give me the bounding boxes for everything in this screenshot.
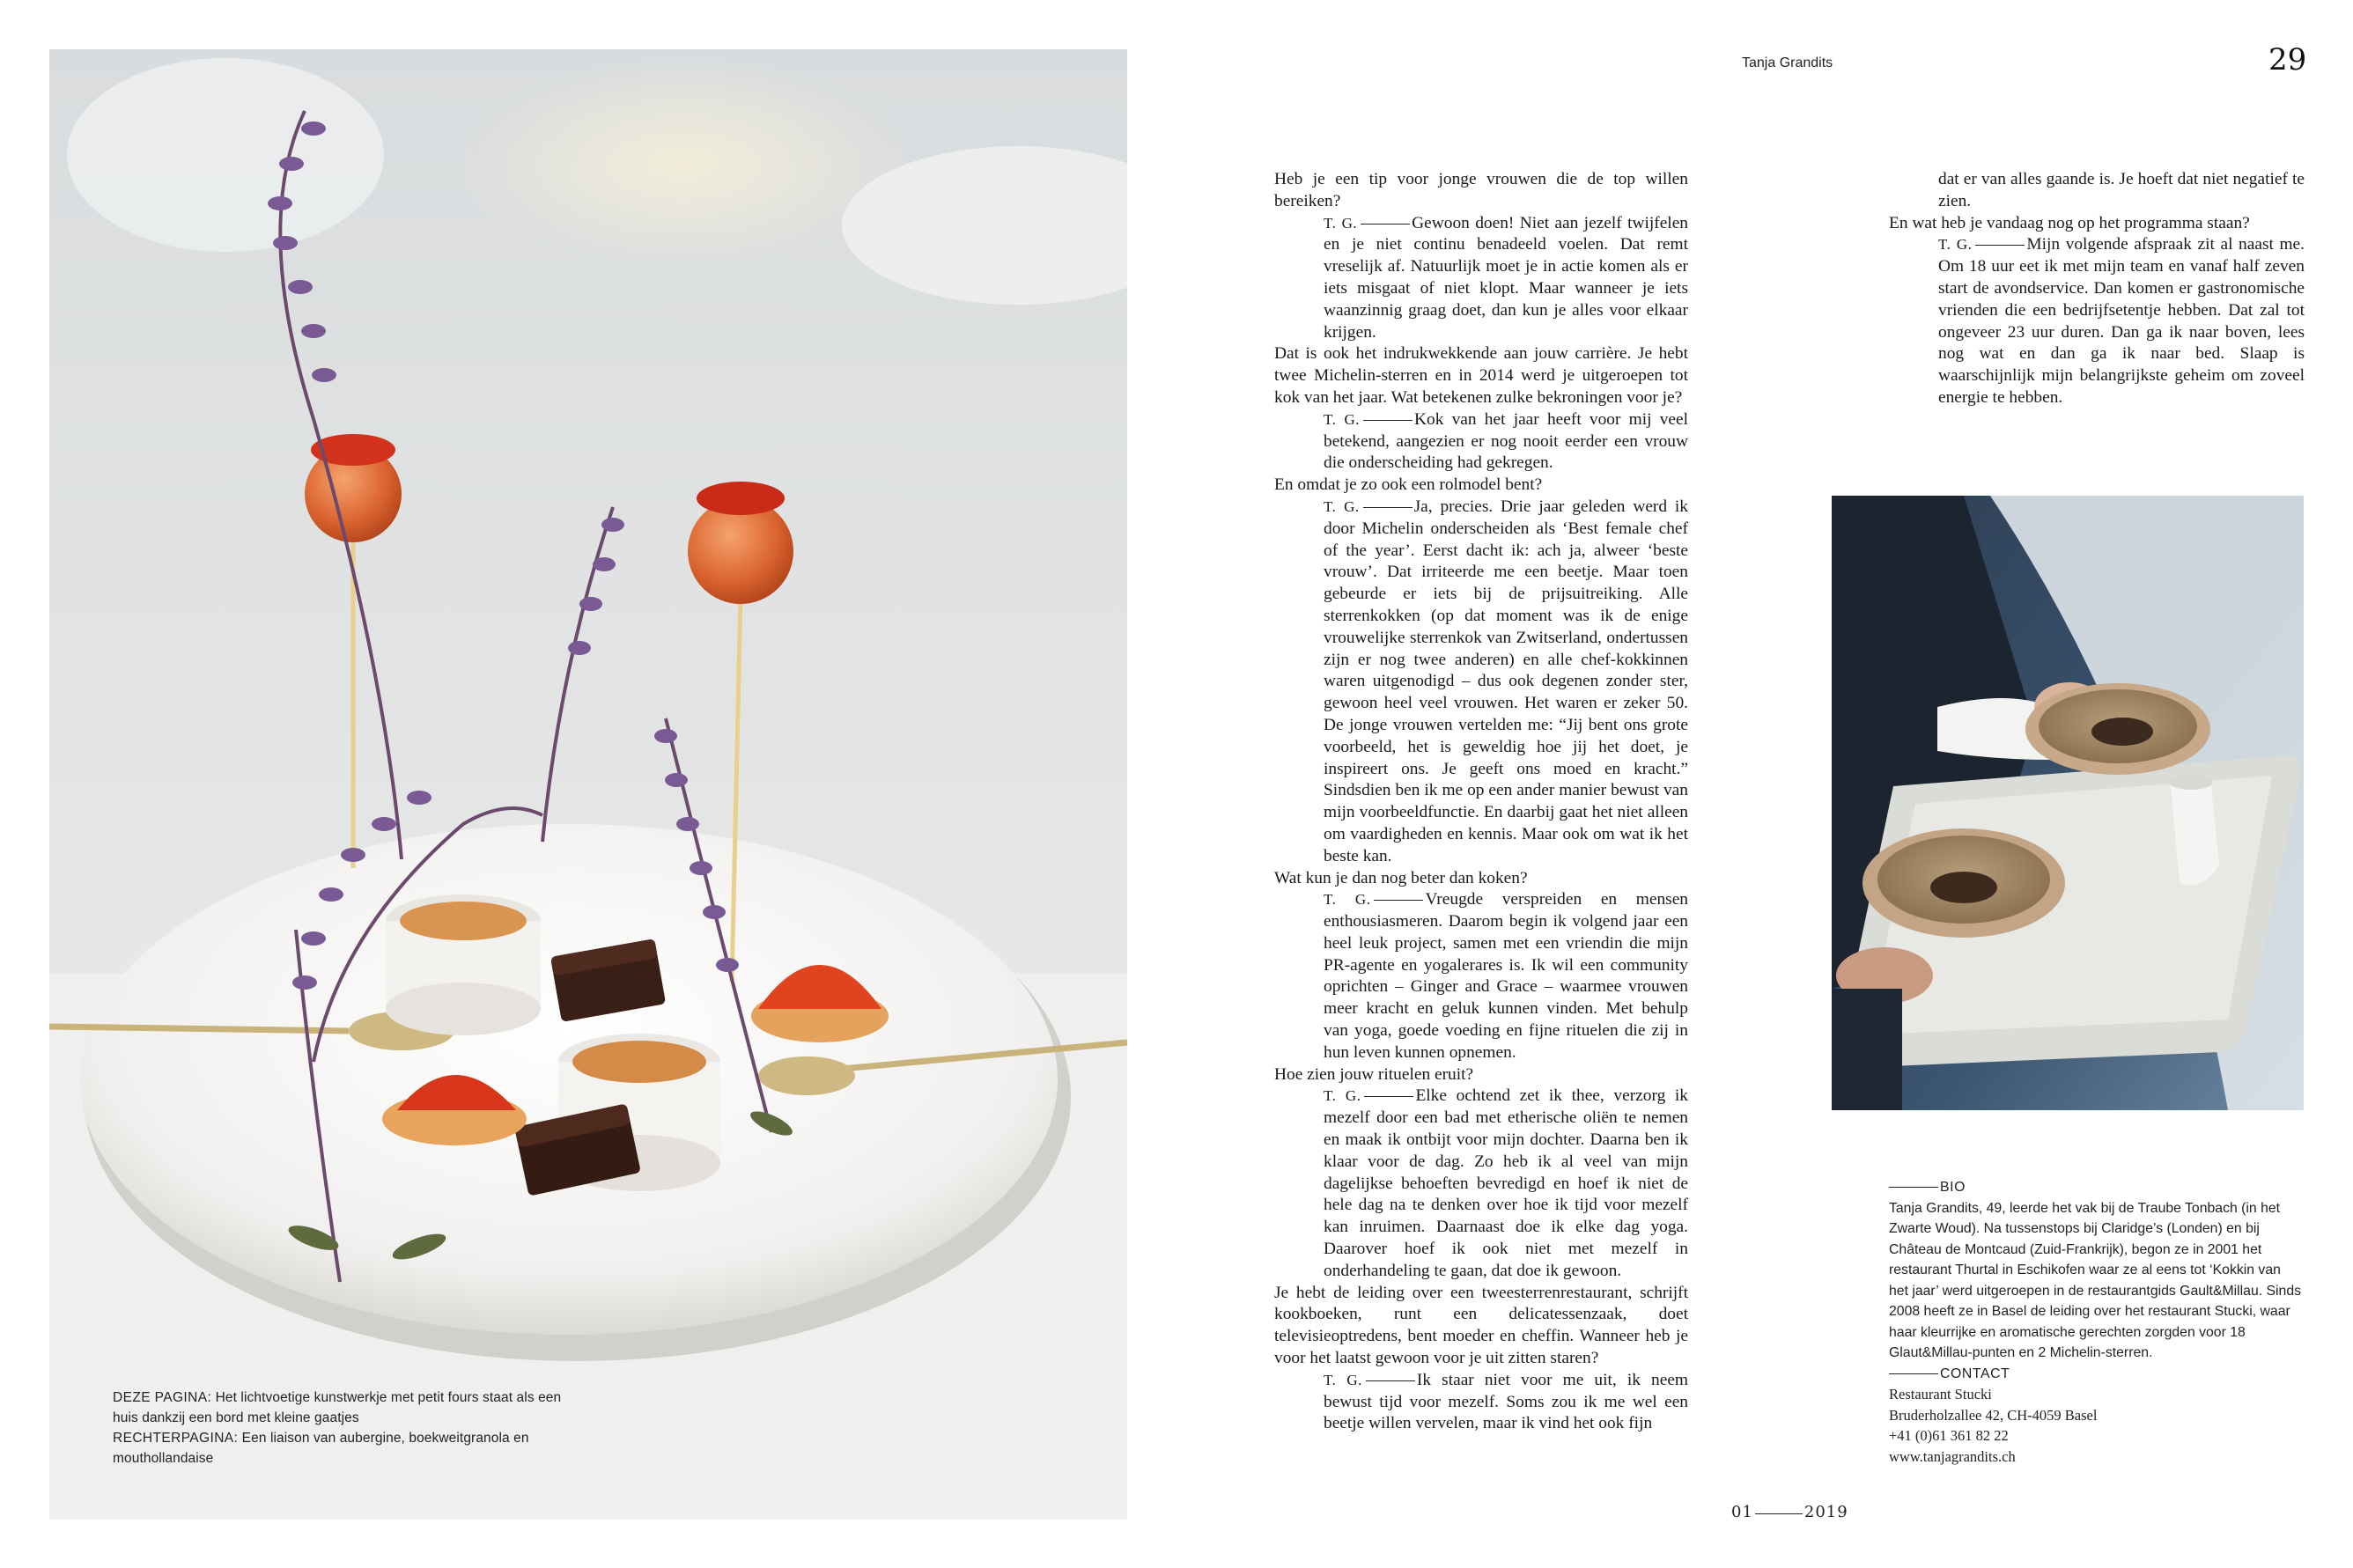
contact-name: Restaurant Stucki — [1889, 1386, 1992, 1402]
question: Dat is ook het indrukwekkende aan jouw carrière. Je hebt twee Michelin-sterren en in 2014 werd je uitgeroepen tot kok van het jaar. Wat betekenen zulke bekroningen voor je? — [1274, 344, 1688, 407]
answer-text: Elke ochtend zet ik thee, verzorg ik mezelf door een bad met etherische oliën te nemen en maak ik ontbijt voor mijn dochter. Daarna ben ik klaar voor de dag. Zo heb ik al veel van mijn dagelijkse behoeften bevredigd en hoef ik niet de hele dag na te denken over hoe ik tijd voor mezelf kan inruimen. Daarnaast doe ik elke dag yoga. Daarover hoef ik ook niet met mezelf in onderhandeling te gaan, dat doe ik gewoon. — [1324, 1086, 1688, 1280]
question: Heb je een tip voor jonge vrouwen die de top willen bereiken? — [1274, 170, 1688, 210]
caption-this-page-text: Het lichtvoetige kunstwerkje met petit fours staat als een huis dankzij een bord met kleine gaatjes — [113, 1390, 562, 1425]
contact-phone: +41 (0)61 361 82 22 — [1889, 1427, 2009, 1444]
rule-line — [1755, 1513, 1803, 1514]
answer-initials: T. G. — [1324, 497, 1360, 515]
bio-box — [1889, 1177, 2303, 1467]
page-number: 29 — [2268, 42, 2307, 77]
rule-line — [1361, 224, 1410, 225]
answer — [1324, 1370, 1688, 1435]
answer-text: Gewoon doen! Niet aan jezelf twijfelen en je niet continu benadeeld voelen. Dat remt vreselijk af. Natuurlijk moet je in actie komen als er iets misgaat of niet klopt. Maar wanneer je iets waanzinnig graag doet, dan kun je alles voor elkaar krijgen. — [1324, 213, 1688, 342]
right-photo — [1832, 496, 2304, 1110]
rule-line — [1374, 900, 1423, 901]
answer-initials: T. G. — [1324, 1371, 1362, 1388]
contact-address: Bruderholzallee 42, CH-4059 Basel — [1889, 1406, 2098, 1424]
rule-line — [1366, 1380, 1415, 1381]
rule-line — [1364, 1096, 1413, 1097]
bio-text: Tanja Grandits, 49, leerde het vak bij de Traube Tonbach (in het Zwarte Woud). Na tussenstops bij Claridge’s (Londen) en bij Château de Montcaud (Zuid-Frankrijk), begon ze in 2001 het restaurant Thurtal in Eschikofen waar ze al eens tot ‘Kokkin van het jaar’ werd uitgeroepen in de restaurantgids Gault&Millau. Sinds 2008 heeft ze in Basel de leiding over het restaurant Stucki, waar haar kleurrijke en aromatische gerechten zorgden voor 18 Glaut&Millau-punten en 2 Michelin-sterren. — [1889, 1200, 2302, 1360]
answer — [1938, 234, 2305, 409]
caption-this-page-label: DEZE PAGINA: — [113, 1390, 212, 1405]
petit-fours-plate-illustration — [49, 49, 1127, 1520]
question: Hoe zien jouw rituelen eruit? — [1274, 1064, 1474, 1084]
question: Wat kun je dan nog beter dan koken? — [1274, 868, 1528, 887]
bio-heading: BIO — [1940, 1180, 1966, 1195]
answer-text: Ik staar niet voor me uit, ik neem bewust tijd voor mezelf. Soms zou ik me wel een beetje willen vervelen, maar ik vind het ook fijn — [1324, 1370, 1689, 1433]
issue-number: 01 — [1731, 1503, 1753, 1521]
caption-right-page-label: RECHTERPAGINA: — [113, 1431, 239, 1446]
contact-heading-row — [1889, 1364, 2303, 1385]
answer — [1324, 889, 1688, 1064]
answer-text: Kok van het jaar heeft voor mij veel betekend, aangezien er nog nooit eerder een vrouw die onderscheiding had gekregen. — [1324, 409, 1688, 473]
caption-right-page-text: Een liaison van aubergine, boekweitgranola en mouthollandaise — [113, 1431, 529, 1466]
rule-line — [1363, 507, 1413, 508]
interview-column-1 — [1274, 169, 1688, 1435]
contact-website[interactable]: www.tanjagrandits.ch — [1889, 1447, 2016, 1465]
answer-initials: T. G. — [1938, 236, 1973, 254]
answer — [1324, 213, 1688, 344]
contact-heading: CONTACT — [1940, 1366, 2010, 1381]
running-head: Tanja Grandits — [1742, 55, 1833, 70]
rule-line — [1889, 1187, 1938, 1188]
rule-line — [1975, 245, 2025, 246]
answer — [1324, 1086, 1688, 1282]
issue-footer — [1731, 1503, 1848, 1521]
answer-initials: T. G. — [1324, 891, 1371, 909]
interview-column-2 — [1889, 169, 2305, 409]
answer-text: Mijn volgende afspraak zit al naast me. Om 18 uur eet ik met mijn team en vanaf half zeven start de avondservice. Dan komen er gastronomische vrienden die een bedrijfsetentje hebben. Dat zal tot ongeveer 23 uur duren. Dan ga ik naar boven, lees nog wat en dan ga ik naar bed. Slaap is waarschijnlijk mijn belangrijkste geheim om zoveel energie te hebben. — [1938, 235, 2305, 407]
answer — [1324, 497, 1688, 868]
answer-continuation: dat er van alles gaande is. Je hoeft dat niet negatief te zien. — [1938, 170, 2305, 210]
issue-year: 2019 — [1803, 1503, 1848, 1521]
answer — [1324, 409, 1688, 475]
question: Je hebt de leiding over een tweesterrenrestaurant, schrijft kookboeken, runt een delicatessenzaak, doet televisieoptredens, bent moeder en cheffin. Wanneer heb je voor het laatst gewoon voor je uit zitten staren? — [1274, 1283, 1688, 1368]
answer-text: Ja, precies. Drie jaar geleden werd ik door Michelin onderscheiden als ‘Best female chef of the year’. Eerst dacht ik: ach ja, alweer ‘beste vrouw’. Dat irriteerde me een beetje. Maar toen gebeurde er iets bij de prijsuitreiking. Alle sterrenkokken (op dat moment was ik de enige vrouwelijke sterrenkok van Zwitserland, ondertussen zijn er nog twee anderen) en alle chef-kokkinnen waren uitgenodigd – dus ook degenen zonder ster, gewoon heel veel vrouwen. Het waren er zeker 50. De jonge vrouwen vertelden me: “Jij bent ons grote voorbeeld, het is geweldig hoe jij het doet, je inspireert ons. Je geeft ons moed en kracht.” Sindsdien ben ik me op een ander manier bewust van mijn voorbeeldfunctie. En daarbij gaat het niet alleen om vaardigheden en kennis. Maar ook om wat ik het beste kan. — [1324, 497, 1688, 865]
aubergine-dish-tray-illustration — [1832, 496, 2304, 1110]
answer-text: Vreugde verspreiden en mensen enthousiasmeren. Daarom begin ik volgend jaar een heel leuk project, samen met een vriendin die mijn PR-agente en yogalerares is. Ik wil een community oprichten – Ginger and Grace – waarmee vrouwen meer kracht en geluk kunnen vinden. Met behulp van yoga, goede voeding en fijne rituelen die zij in hun leven kunnen opnemen. — [1324, 890, 1689, 1062]
rule-line — [1363, 420, 1413, 421]
question: En omdat je zo ook een rolmodel bent? — [1274, 475, 1543, 495]
photo-caption — [113, 1388, 571, 1469]
bio-heading-row — [1889, 1177, 2303, 1198]
rule-line — [1889, 1373, 1938, 1374]
left-photo — [49, 49, 1127, 1520]
question: En wat heb je vandaag nog op het programma staan? — [1889, 213, 2250, 232]
answer-initials: T. G. — [1324, 410, 1361, 428]
answer-initials: T. G. — [1324, 1087, 1361, 1105]
answer-initials: T. G. — [1324, 214, 1358, 232]
